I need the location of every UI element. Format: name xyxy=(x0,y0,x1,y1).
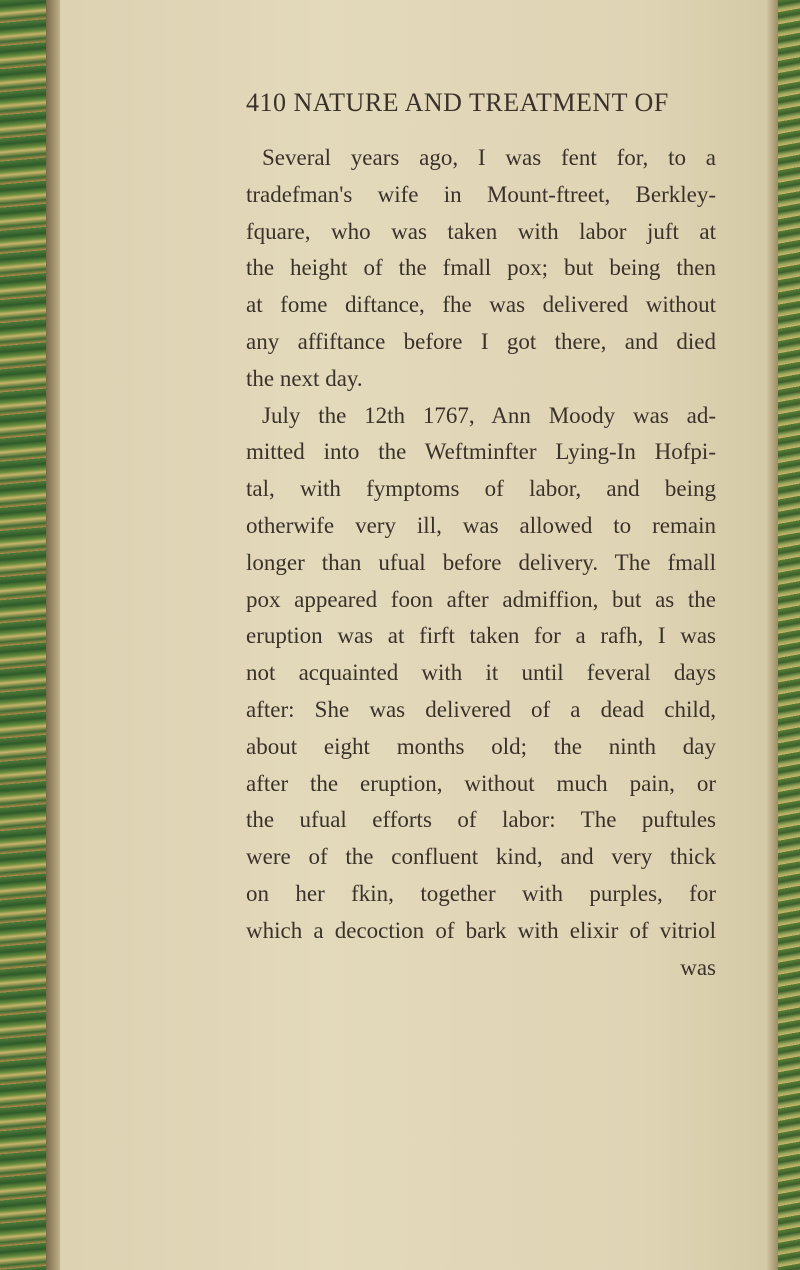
text-line: the ufual efforts of labor: The puftules xyxy=(246,807,716,833)
text-line: mitted into the Weftminfter Lying-In Hofpi- xyxy=(246,439,716,465)
text-line: on her fkin, together with purples, for xyxy=(246,880,716,906)
text-line: Several years ago, I was fent for, to a xyxy=(262,145,716,170)
text-line: tal, with fymptoms of labor, and being xyxy=(246,476,716,502)
text-line: July the 12th 1767, Ann Moody was ad- xyxy=(262,402,716,428)
right-page-edge xyxy=(766,0,778,1270)
left-page-gutter xyxy=(46,0,60,1270)
page-body xyxy=(246,140,716,986)
text-line: about eight months old; the ninth day xyxy=(246,733,716,759)
text-line: the height of the fmall pox; but being then xyxy=(246,255,716,281)
text-line: longer than ufual before delivery. The fmall xyxy=(246,549,716,575)
text-line: any affiftance before I got there, and died xyxy=(246,328,716,354)
left-binding xyxy=(0,0,46,1270)
text-line: which a decoction of bark with elixir of vitriol xyxy=(246,917,716,943)
text-line: the next day. xyxy=(246,365,363,391)
text-line: at fome diftance, fhe was delivered without xyxy=(246,292,716,318)
text-line: tradefman's wife in Mount-ftreet, Berkley- xyxy=(246,181,716,207)
text-line: fquare, who was taken with labor juft at xyxy=(246,218,716,244)
catchword: was xyxy=(680,954,716,980)
text-line: otherwife very ill, was allowed to remain xyxy=(246,512,716,538)
text-line: not acquainted with it until feveral days xyxy=(246,660,716,686)
running-header: 410 NATURE AND TREATMENT OF xyxy=(246,88,669,117)
text-line: pox appeared foon after admiffion, but as the xyxy=(246,586,716,612)
text-line: after the eruption, without much pain, or xyxy=(246,770,716,796)
text-line: were of the confluent kind, and very thick xyxy=(246,844,716,870)
right-binding xyxy=(778,0,800,1270)
text-line: after: She was delivered of a dead child, xyxy=(246,696,716,722)
text-line: eruption was at firft taken for a rafh, I was xyxy=(246,623,716,649)
